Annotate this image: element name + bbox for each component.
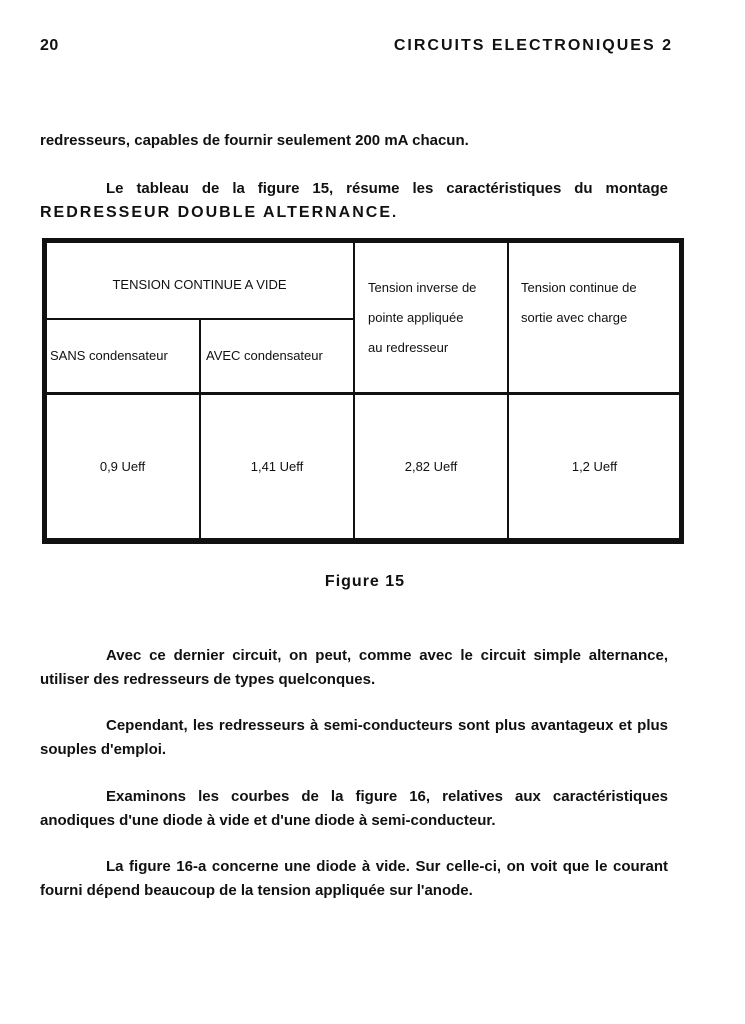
running-title: CIRCUITS ELECTRONIQUES 2 [393, 37, 673, 54]
figure-caption: Figure 15 [324, 573, 406, 590]
paragraph-5-text: Examinons les courbes de la figure 16, relatives aux caractéristiques anodiques d'une diode à vide et d'une diode à semi-conducteur. [40, 788, 668, 829]
paragraph-2-end: . [392, 204, 397, 221]
paragraph-3-text: Avec ce dernier circuit, on peut, comme avec le circuit simple alternance, utiliser des redresseurs de types quelconques. [40, 647, 668, 688]
paragraph-2 [40, 177, 668, 225]
table-divider-col-1 [199, 318, 201, 540]
header-tension-charge [521, 273, 679, 333]
group-header: TENSION CONTINUE A VIDE [112, 277, 287, 292]
characteristics-table [42, 238, 684, 544]
paragraph-6 [40, 855, 668, 903]
paragraph-5 [40, 785, 668, 833]
value-tension-charge: 1,2 Ueff [571, 459, 618, 474]
table-divider-subheader [46, 318, 353, 320]
table-divider-col-2 [353, 242, 355, 540]
header-tension-inverse [368, 273, 506, 363]
value-tension-inverse: 2,82 Ueff [404, 459, 458, 474]
header-tension-charge-line-2: sortie avec charge [521, 310, 628, 325]
paragraph-2-text: Le tableau de la figure 15, résume les caractéristiques du montage [106, 180, 668, 197]
paragraph-4 [40, 714, 668, 762]
header-sans-condensateur: SANS condensateur [50, 348, 168, 363]
page-number: 20 [40, 37, 59, 54]
value-avec-condensateur: 1,41 Ueff [250, 459, 304, 474]
paragraph-6-text: La figure 16-a concerne une diode à vide. Sur celle-ci, on voit que le courant fourni dépend beaucoup de la tension appliquée sur l'anode. [40, 858, 668, 899]
paragraph-1 [40, 129, 668, 153]
header-tension-inverse-line-3: au redresseur [368, 340, 449, 355]
paragraph-1-text: redresseurs, capables de fournir seulement 200 mA chacun. [40, 132, 469, 149]
header-tension-inverse-line-1: Tension inverse de [368, 280, 477, 295]
table-divider-col-3 [507, 242, 509, 540]
header-tension-inverse-line-2: pointe appliquée [368, 310, 464, 325]
paragraph-2-emphasis: REDRESSEUR DOUBLE ALTERNANCE [40, 204, 393, 221]
header-avec-condensateur: AVEC condensateur [206, 348, 323, 363]
value-sans-condensateur: 0,9 Ueff [99, 459, 146, 474]
table-divider-header-bottom [46, 392, 680, 395]
paragraph-4-text: Cependant, les redresseurs à semi-conducteurs sont plus avantageux et plus souples d'emploi. [40, 717, 668, 758]
header-tension-charge-line-1: Tension continue de [521, 280, 637, 295]
paragraph-3 [40, 644, 668, 692]
